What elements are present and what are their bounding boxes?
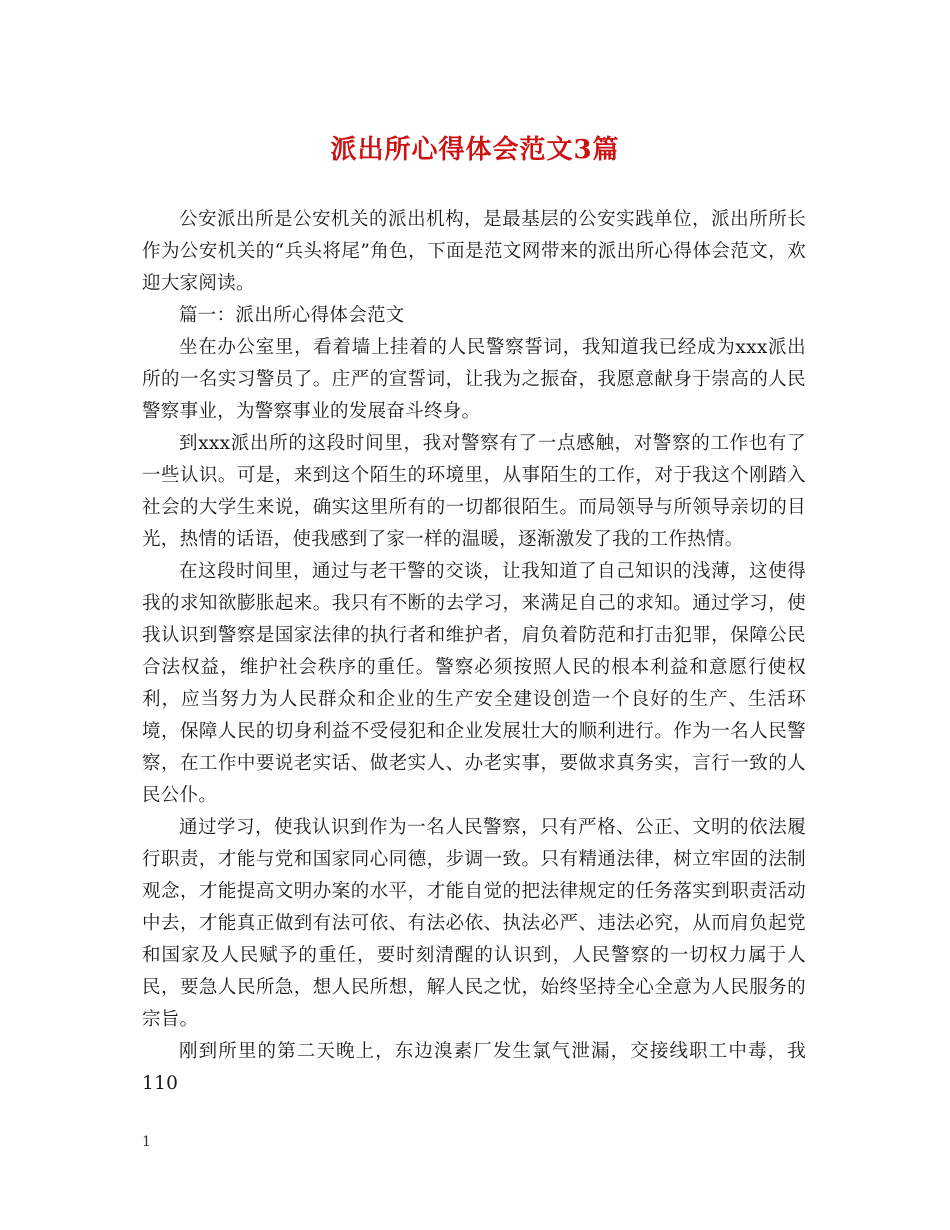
section-heading: 篇一：派出所心得体会范文 <box>179 305 405 326</box>
intro-paragraph: 公安派出所是公安机关的派出机构，是最基层的公安实践单位，派出所所长作为公安机关的“兵头将尾”角色，下面是范文网带来的派出所心得体会范文，欢迎大家阅读。 <box>142 209 806 294</box>
body-paragraph: 到xxx派出所的这段时间里，我对警察有了一点感触，对警察的工作也有了一些认识。可是，来到这个陌生的环境里，从事陌生的工作，对于我这个刚踏入社会的大学生来说，确实这里所有的一切都很陌生。而局领导与所领导亲切的目光，热情的话语，使我感到了家一样的温暖，逐渐激发了我的工作热情。 <box>142 433 806 550</box>
body-paragraph: 通过学习，使我认识到作为一名人民警察，只有严格、公正、文明的依法履行职责，才能与党和国家同心同德，步调一致。只有精通法律，树立牢固的法制观念，才能提高文明办案的水平，才能自觉的把法律规定的任务落实到职责活动中去，才能真正做到有法可依、有法必依、执法必严、违法必究，从而肩负起党和国家及人民赋予的重任，要时刻清醒的认识到，人民警察的一切权力属于人民，要急人民所急，想人民所想，解人民之忧，始终坚持全心全意为人民服务的宗旨。 <box>142 817 806 1030</box>
document-title: 派出所心得体会范文3篇 <box>330 135 620 165</box>
body-paragraph: 在这段时间里，通过与老干警的交谈，让我知道了自己知识的浅薄，这使得我的求知欲膨胀起来。我只有不断的去学习，来满足自己的求知。通过学习，使我认识到警察是国家法律的执行者和维护者，肩负着防范和打击犯罪，保障公民合法权益，维护社会秩序的重任。警察必须按照人民的根本利益和意愿行使权利，应当努力为人民群众和企业的生产安全建设创造一个良好的生产、生活环境，保障人民的切身利益不受侵犯和企业发展壮大的顺利进行。作为一名人民警察，在工作中要说老实话、做老实人、办老实事，要做求真务实，言行一致的人民公仆。 <box>142 561 806 806</box>
body-paragraph: 坐在办公室里，看着墙上挂着的人民警察誓词，我知道我已经成为xxx派出所的一名实习警员了。庄严的宣誓词，让我为之振奋，我愿意献身于崇高的人民警察事业，为警察事业的发展奋斗终身。 <box>142 337 806 422</box>
document-body <box>142 204 806 1100</box>
body-paragraph: 刚到所里的第二天晚上，东边溴素厂发生氯气泄漏，交接线职工中毒，我110 <box>142 1041 806 1094</box>
page-number: 1 <box>142 1134 151 1150</box>
